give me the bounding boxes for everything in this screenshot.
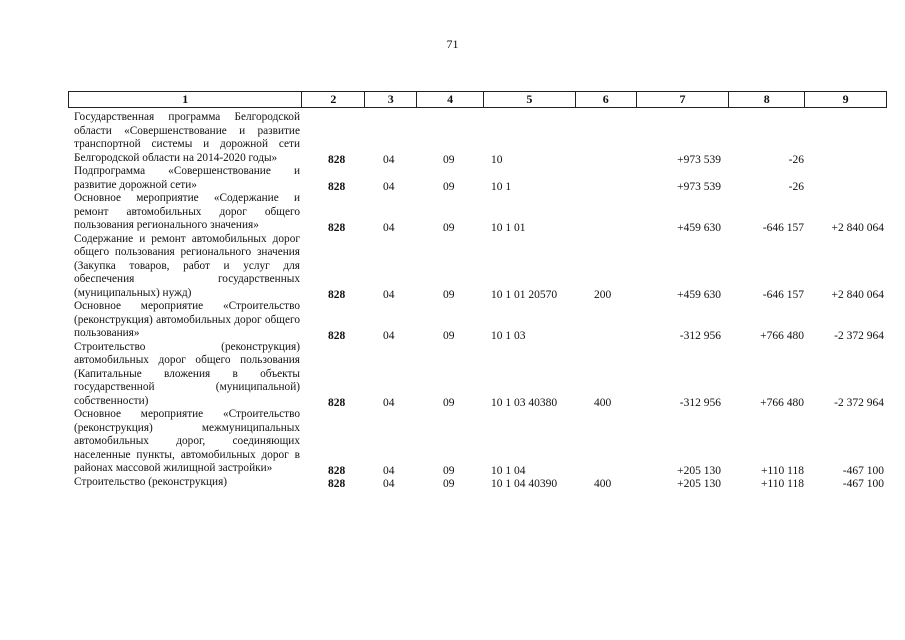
cell-ministry-code: 828 [328, 154, 346, 166]
cell-target-article: 10 1 01 [491, 221, 526, 234]
cell-amount-2: +110 118 [760, 464, 804, 477]
cell-subsection: 09 [443, 329, 455, 342]
cell-amount-1: +205 130 [677, 464, 721, 477]
cell-amount-1: -312 956 [679, 329, 721, 342]
cell-amount-1: +973 539 [677, 154, 721, 166]
column-header-6: 6 [576, 92, 637, 107]
column-header-4: 4 [417, 92, 484, 107]
cell-target-article: 10 1 03 [491, 329, 526, 342]
cell-ministry-code: 828 [328, 289, 346, 301]
cell-section: 04 [383, 478, 395, 490]
table-row [74, 165, 887, 192]
cell-subsection: 09 [443, 464, 455, 477]
cell-amount-1: -312 956 [679, 397, 721, 409]
table-row [74, 192, 887, 233]
cell-ministry-code: 828 [328, 464, 346, 477]
table-row [74, 341, 887, 409]
table-header [68, 91, 887, 108]
table-body [74, 111, 887, 489]
row-description: Содержание и ремонт автомобильных дорог общего пользования регионального значения (Закупка товаров, работ и услуг для обеспечения государственных (муниципальных) нужд) [74, 232, 300, 299]
cell-subsection: 09 [443, 154, 455, 166]
cell-amount-2: -26 [788, 181, 804, 193]
row-description: Строительство (реконструкция) [74, 475, 228, 488]
table-row [74, 476, 887, 490]
cell-amount-3: -2 372 964 [834, 329, 884, 342]
cell-amount-3: -467 100 [842, 478, 884, 490]
row-description: Основное мероприятие «Содержание и ремонт автомобильных дорог общего пользования регионального значения» [74, 192, 300, 231]
cell-amount-1: +459 630 [677, 289, 721, 301]
cell-section: 04 [383, 154, 395, 166]
cell-amount-2: -646 157 [762, 289, 804, 301]
cell-section: 04 [383, 397, 395, 409]
cell-subsection: 09 [443, 221, 455, 234]
cell-target-article: 10 [491, 154, 503, 166]
cell-section: 04 [383, 181, 395, 193]
table-row [74, 111, 887, 165]
cell-amount-3: -467 100 [842, 464, 884, 477]
column-header-1: 1 [69, 92, 302, 107]
row-description: Строительство (реконструкция) автомобильных дорог общего пользования (Капитальные вложения в объекты государственной (муниципальной) собственности) [74, 340, 300, 407]
cell-section: 04 [383, 221, 395, 234]
cell-ministry-code: 828 [328, 329, 346, 342]
column-header-7: 7 [637, 92, 730, 107]
column-header-8: 8 [729, 92, 805, 107]
cell-subsection: 09 [443, 289, 455, 301]
cell-amount-1: +973 539 [677, 181, 721, 193]
cell-amount-1: +205 130 [677, 478, 721, 490]
cell-amount-2: +110 118 [760, 478, 804, 490]
cell-section: 04 [383, 329, 395, 342]
cell-amount-2: -646 157 [762, 221, 804, 234]
row-description: Подпрограмма «Совершенствование и развитие дорожной сети» [74, 165, 300, 191]
column-header-9: 9 [842, 92, 849, 106]
cell-ministry-code: 828 [328, 221, 346, 234]
cell-amount-3: -2 372 964 [834, 397, 884, 409]
cell-section: 04 [383, 464, 395, 477]
cell-amount-2: +766 480 [760, 329, 804, 342]
cell-amount-1: +459 630 [677, 221, 721, 234]
column-header-3: 3 [365, 92, 417, 107]
cell-ministry-code: 828 [328, 478, 346, 490]
cell-target-article: 10 1 04 40390 [491, 478, 558, 490]
cell-amount-2: +766 480 [760, 397, 804, 409]
cell-amount-2: -26 [788, 154, 804, 166]
table-row [74, 408, 887, 476]
table-row [74, 233, 887, 301]
cell-amount-3: +2 840 064 [831, 221, 884, 234]
cell-section: 04 [383, 289, 395, 301]
cell-amount-3: +2 840 064 [831, 289, 884, 301]
column-header-5: 5 [484, 92, 576, 107]
cell-target-article: 10 1 03 40380 [491, 397, 558, 409]
row-description: Основное мероприятие «Строительство (реконструкция) межмуниципальных автомобильных дорог, соединяющих населенные пункты, автомобильных дорог в районах массовой жилищной застройки» [74, 408, 300, 474]
cell-target-article: 10 1 [491, 181, 512, 193]
cell-expense-type: 200 [594, 289, 612, 301]
cell-subsection: 09 [443, 478, 455, 490]
cell-expense-type: 400 [594, 478, 612, 490]
cell-expense-type: 400 [594, 397, 612, 409]
cell-subsection: 09 [443, 397, 455, 409]
column-header-2: 2 [302, 92, 365, 107]
cell-subsection: 09 [443, 181, 455, 193]
cell-target-article: 10 1 01 20570 [491, 289, 558, 301]
cell-ministry-code: 828 [328, 397, 346, 409]
row-description: Основное мероприятие «Строительство (реконструкция) автомобильных дорог общего пользования» [74, 300, 300, 339]
cell-target-article: 10 1 04 [491, 464, 526, 477]
cell-ministry-code: 828 [328, 181, 346, 193]
row-description: Государственная программа Белгородской области «Совершенствование и развитие транспортной системы и дорожной сети Белгородской области на 2014-2020 годы» [74, 111, 300, 164]
table-row [74, 300, 887, 341]
page-number: 71 [446, 37, 459, 51]
